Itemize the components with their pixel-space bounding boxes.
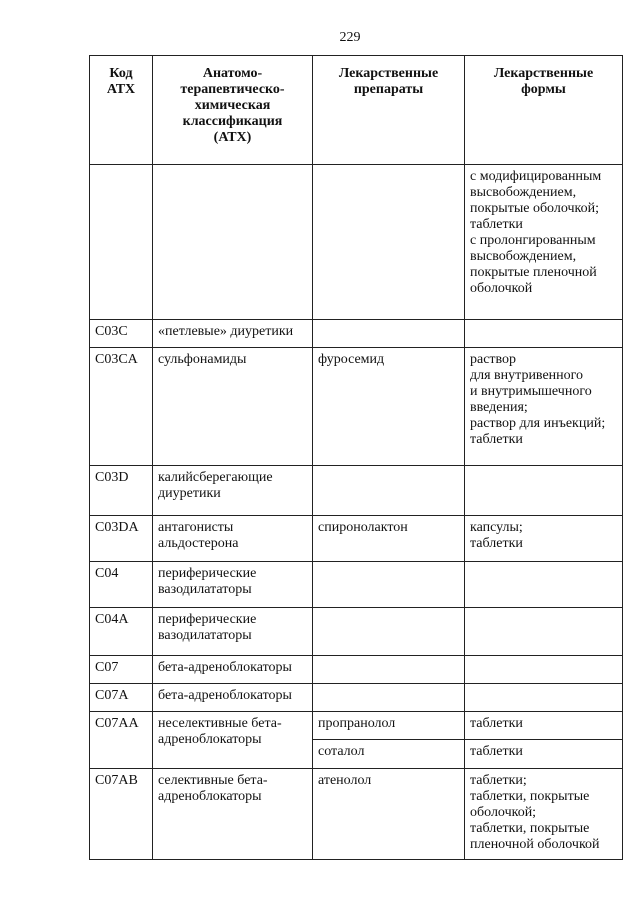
- cell-forms: таблетки: [465, 740, 623, 769]
- cell-drug: соталол: [313, 740, 465, 769]
- cell-class: [153, 165, 313, 320]
- cell-drug: [313, 320, 465, 348]
- cell-class: бета-адреноблокаторы: [153, 656, 313, 684]
- cell-drug: [313, 656, 465, 684]
- cell-drug: [313, 608, 465, 656]
- header-forms: Лекарственные формы: [465, 56, 623, 165]
- table-row: [90, 562, 623, 608]
- header-drugs: Лекарственные препараты: [313, 56, 465, 165]
- table-row: [90, 466, 623, 516]
- atx-table: [89, 55, 623, 860]
- cell-code: C04: [90, 562, 153, 608]
- cell-code: C03DA: [90, 516, 153, 562]
- cell-forms: [465, 562, 623, 608]
- table-row: [90, 769, 623, 860]
- table-row: [90, 684, 623, 712]
- table-row: [90, 348, 623, 466]
- page-number: 229: [339, 30, 361, 45]
- cell-class: бета-адреноблокаторы: [153, 684, 313, 712]
- cell-drug: фуросемид: [313, 348, 465, 466]
- cell-class: «петлевые» диуретики: [153, 320, 313, 348]
- cell-drug: [313, 684, 465, 712]
- table-row: [90, 516, 623, 562]
- cell-class: антагонисты альдостерона: [153, 516, 313, 562]
- cell-forms: [465, 656, 623, 684]
- cell-code: C03CA: [90, 348, 153, 466]
- cell-drug: атенолол: [313, 769, 465, 860]
- cell-code: C07A: [90, 684, 153, 712]
- cell-forms: капсулы; таблетки: [465, 516, 623, 562]
- cell-forms: [465, 320, 623, 348]
- cell-drug: [313, 466, 465, 516]
- cell-class: селективные бета- адреноблокаторы: [153, 769, 313, 860]
- cell-drug: [313, 165, 465, 320]
- cell-drug: пропранолол: [313, 712, 465, 740]
- cell-code: C07: [90, 656, 153, 684]
- header-classification: Анатомо- терапевтическо- химическая классификация (АТХ): [153, 56, 313, 165]
- cell-forms: раствор для внутривенного и внутримышечного введения; раствор для инъекций; таблетки: [465, 348, 623, 466]
- cell-code: C03C: [90, 320, 153, 348]
- cell-forms: с модифицированным высвобождением, покрытые оболочкой; таблетки с пролонгированным высвобождением, покрытые пленочной оболочкой: [465, 165, 623, 320]
- cell-class: неселективные бета- адреноблокаторы: [153, 712, 313, 769]
- cell-forms: [465, 466, 623, 516]
- cell-forms: таблетки; таблетки, покрытые оболочкой; таблетки, покрытые пленочной оболочкой: [465, 769, 623, 860]
- cell-class: периферические вазодилататоры: [153, 562, 313, 608]
- cell-drug: [313, 562, 465, 608]
- cell-class: периферические вазодилататоры: [153, 608, 313, 656]
- table-row: [90, 320, 623, 348]
- table-row: [90, 656, 623, 684]
- cell-code: C04A: [90, 608, 153, 656]
- header-row: [90, 56, 623, 165]
- table-row: [90, 165, 623, 320]
- cell-forms: [465, 608, 623, 656]
- cell-forms: [465, 684, 623, 712]
- cell-code: C03D: [90, 466, 153, 516]
- table-row: [90, 712, 623, 740]
- table-row: [90, 608, 623, 656]
- cell-code: C07AA: [90, 712, 153, 769]
- cell-forms: таблетки: [465, 712, 623, 740]
- cell-drug: спиронолактон: [313, 516, 465, 562]
- cell-code: C07AB: [90, 769, 153, 860]
- cell-code: [90, 165, 153, 320]
- cell-class: калийсберегающие диуретики: [153, 466, 313, 516]
- cell-class: сульфонамиды: [153, 348, 313, 466]
- header-code: Код АТХ: [90, 56, 153, 165]
